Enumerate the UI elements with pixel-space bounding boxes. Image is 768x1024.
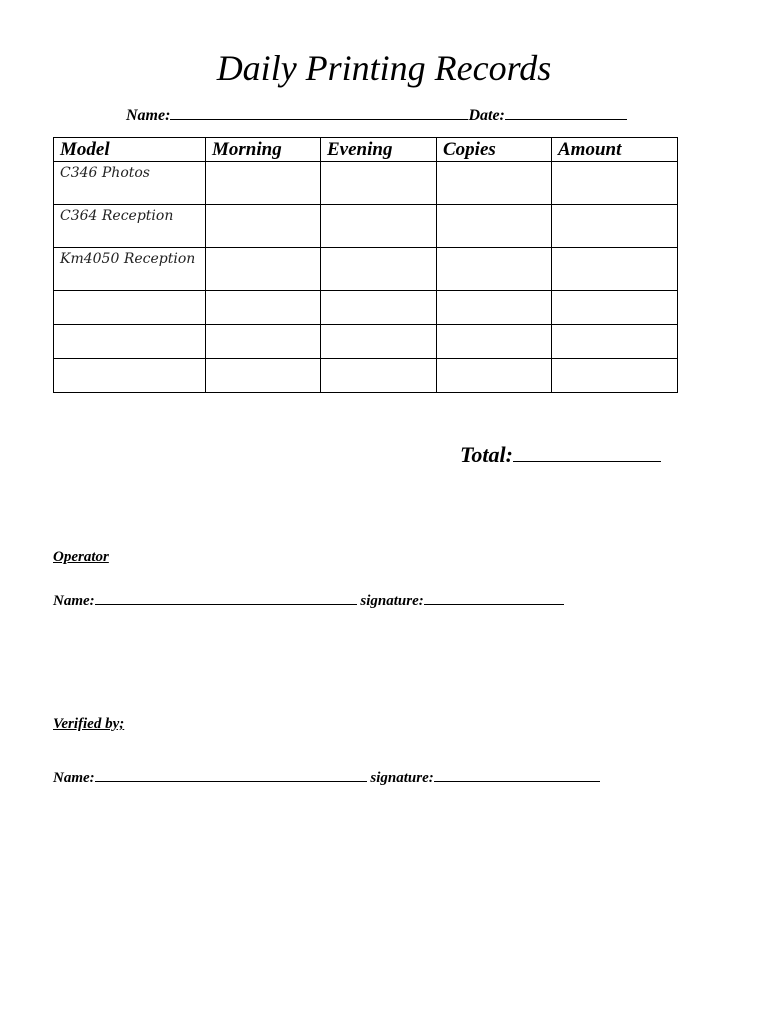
- table-cell: [552, 325, 678, 359]
- table-row: [54, 291, 678, 325]
- column-header-copies: Copies: [437, 138, 552, 162]
- table-cell: [552, 205, 678, 248]
- header-date-label: Date:: [468, 107, 505, 124]
- table-cell: [437, 325, 552, 359]
- document-title: Daily Printing Records: [216, 48, 552, 88]
- table-cell: [321, 291, 437, 325]
- table-cell: [552, 359, 678, 393]
- operator-name-blank: [95, 589, 357, 605]
- header-name-label: Name:: [126, 107, 171, 124]
- table-cell: C346 Photos: [54, 162, 206, 205]
- header-name-date: [126, 104, 627, 126]
- table-cell: [321, 205, 437, 248]
- table-cell: [206, 162, 321, 205]
- column-header-evening: Evening: [321, 138, 437, 162]
- total-label: Total:: [460, 442, 513, 467]
- operator-signature-label: signature:: [360, 593, 424, 609]
- table-cell: [437, 248, 552, 291]
- table-row: [54, 205, 678, 248]
- verified-signature-label: signature:: [370, 770, 434, 786]
- table-cell: [54, 291, 206, 325]
- header-date-blank: [505, 104, 627, 120]
- table-cell: [206, 359, 321, 393]
- table-cell: [321, 162, 437, 205]
- verified-name-blank: [95, 766, 367, 782]
- table-cell: Km4050 Reception: [54, 248, 206, 291]
- table-cell: [437, 359, 552, 393]
- table-header-row: [54, 138, 678, 162]
- table-cell: C364 Reception: [54, 205, 206, 248]
- verified-signature-blank: [434, 766, 600, 782]
- header-name-blank: [170, 104, 468, 120]
- column-header-amount: Amount: [552, 138, 678, 162]
- table-cell: [54, 325, 206, 359]
- table-cell: [206, 205, 321, 248]
- table-cell: [552, 162, 678, 205]
- table-cell: [321, 325, 437, 359]
- table-cell: [206, 325, 321, 359]
- verified-heading: Verified by;: [53, 716, 125, 732]
- operator-sign-line: [53, 589, 564, 611]
- total-line: [460, 441, 661, 469]
- table-cell: [321, 359, 437, 393]
- table-row: [54, 162, 678, 205]
- operator-heading: Operator: [53, 549, 109, 565]
- table-cell: [437, 162, 552, 205]
- printing-records-table: [53, 137, 678, 393]
- table-row: [54, 325, 678, 359]
- table-cell: [437, 205, 552, 248]
- table-row: [54, 248, 678, 291]
- table-cell: [206, 248, 321, 291]
- table-cell: [552, 291, 678, 325]
- table-cell: [437, 291, 552, 325]
- table-cell: [206, 291, 321, 325]
- verified-name-label: Name:: [53, 770, 95, 786]
- total-blank: [513, 441, 661, 462]
- column-header-model: Model: [54, 138, 206, 162]
- verified-sign-line: [53, 766, 600, 788]
- operator-name-label: Name:: [53, 593, 95, 609]
- table-row: [54, 359, 678, 393]
- operator-signature-blank: [424, 589, 564, 605]
- table-cell: [54, 359, 206, 393]
- column-header-morning: Morning: [206, 138, 321, 162]
- table-cell: [552, 248, 678, 291]
- table-cell: [321, 248, 437, 291]
